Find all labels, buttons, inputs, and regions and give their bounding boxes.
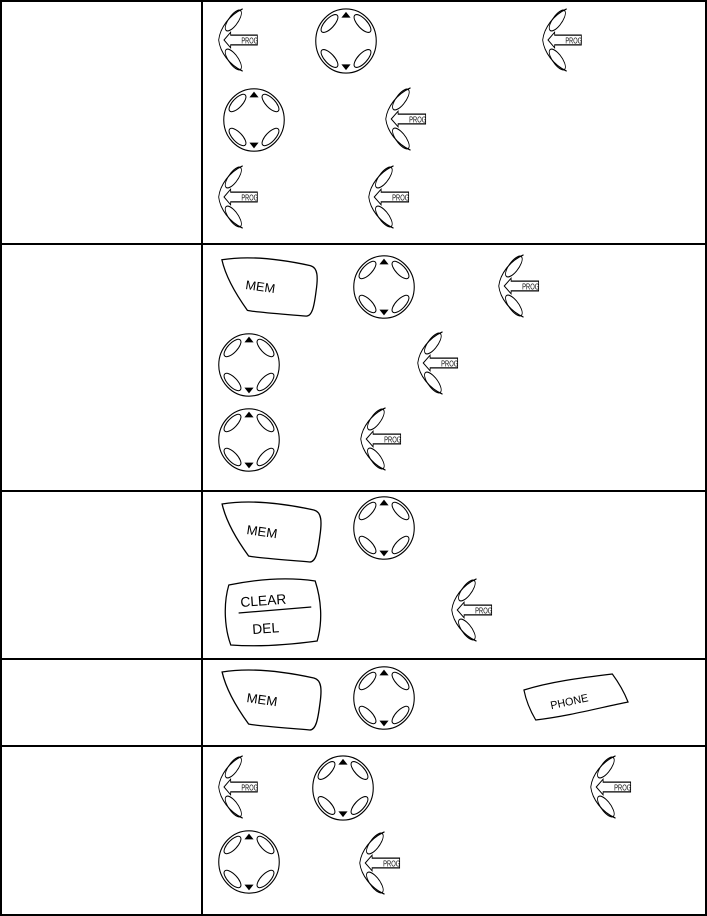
nav-key (351, 664, 417, 732)
nav-key (351, 253, 417, 321)
prog-label: PROG (409, 115, 427, 125)
prog-label: PROG (384, 435, 402, 445)
prog-label: PROG (614, 783, 632, 793)
row-divider (0, 243, 707, 245)
prog-label: PROG (475, 606, 493, 616)
clear-label: CLEAR (239, 590, 287, 610)
nav-key (313, 6, 379, 76)
prog-label: PROG (441, 359, 459, 369)
phone-key (520, 668, 630, 724)
prog-key (540, 5, 604, 75)
table-border-top (0, 0, 707, 2)
mem-label: MEM (245, 690, 279, 710)
column-divider (201, 0, 203, 916)
prog-label: PROG (565, 36, 583, 46)
nav-key (351, 494, 417, 562)
prog-key (415, 328, 481, 398)
prog-label: PROG (522, 282, 540, 292)
nav-key (216, 406, 282, 474)
prog-key (496, 251, 562, 321)
row-divider (0, 490, 707, 492)
prog-label: PROG (392, 193, 410, 203)
prog-key (588, 752, 654, 822)
row-divider (0, 658, 707, 660)
prog-key (383, 84, 449, 154)
prog-label: PROG (241, 783, 259, 793)
prog-key (357, 828, 423, 898)
mem-key (216, 496, 326, 568)
prog-label: PROG (383, 859, 401, 869)
prog-key (216, 752, 280, 822)
row-divider (0, 745, 707, 747)
prog-key (216, 5, 280, 75)
mem-label: MEM (245, 522, 279, 542)
nav-key (310, 753, 376, 823)
mem-key (216, 664, 326, 736)
nav-key (221, 86, 287, 154)
del-label: DEL (251, 619, 280, 638)
nav-key (216, 331, 282, 399)
clear-del-key (219, 575, 325, 649)
prog-key (216, 162, 280, 232)
prog-key (358, 404, 424, 474)
phone-label: PHONE (549, 692, 590, 713)
prog-key (366, 162, 432, 232)
table-border-left (0, 0, 2, 916)
prog-label: PROG (241, 193, 259, 203)
prog-label: PROG (241, 36, 259, 46)
prog-key (449, 575, 515, 645)
nav-key (216, 828, 282, 896)
mem-label: MEM (244, 278, 277, 297)
mem-key (216, 252, 322, 322)
